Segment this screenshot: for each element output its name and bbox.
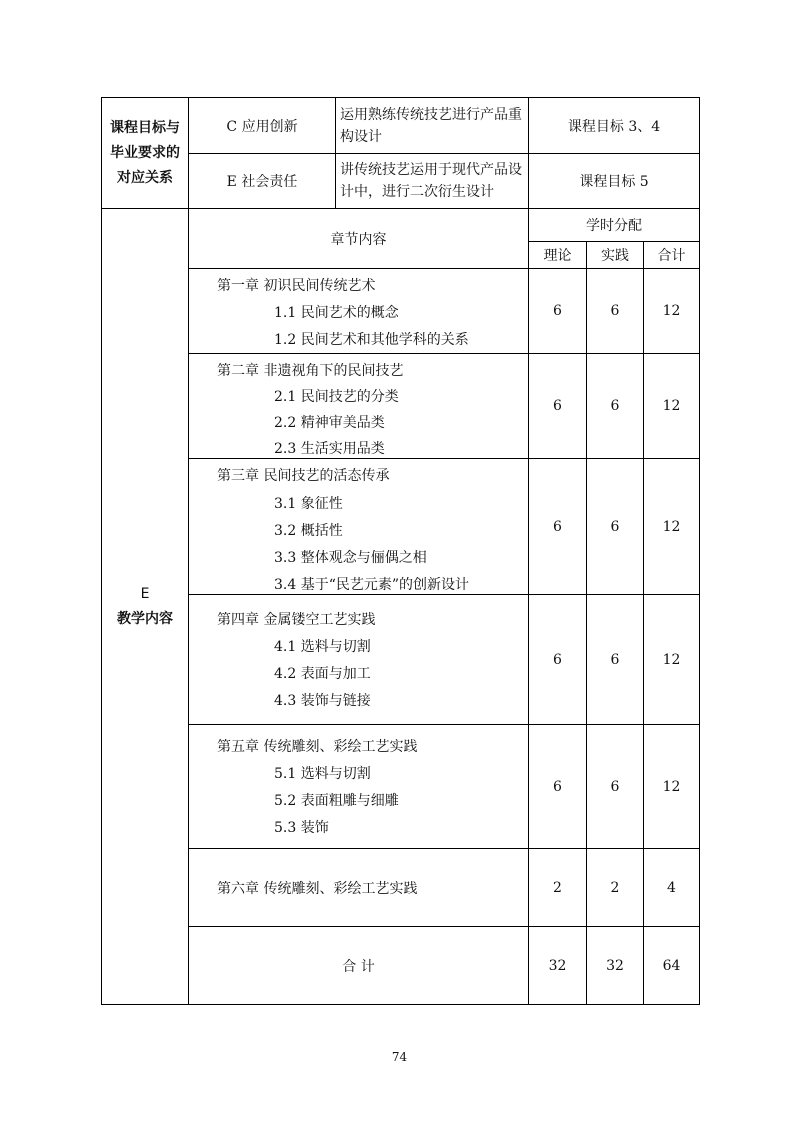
total-hours: 12 [644,269,700,354]
theory-header: 理论 [529,242,587,269]
total-hours: 4 [644,849,700,927]
section-item: 3.1 象征性 [274,496,343,512]
target-cell: 课程目标 5 [529,154,700,209]
chapter-cell [189,269,529,354]
sum-total: 64 [644,927,700,1005]
chapter-cell [189,725,529,849]
total-hours: 12 [644,459,700,595]
chapter-cell [189,849,529,927]
section-item: 1.1 民间艺术的概念 [274,305,399,321]
section-item: 1.2 民间艺术和其他学科的关系 [274,332,469,348]
practice-hours: 6 [587,459,644,595]
mapping-header-line: 对应关系 [117,169,173,186]
section-item: 3.3 整体观念与俪偶之相 [274,550,427,566]
sum-label: 合 计 [189,927,529,1005]
chapter-cell [189,354,529,459]
theory-hours: 6 [529,459,587,595]
theory-hours: 6 [529,595,587,725]
section-item: 3.4 基于“民艺元素”的创新设计 [274,577,470,593]
total-header: 合计 [644,242,700,269]
chapter-title: 第二章 非遗视角下的民间技艺 [217,363,404,379]
table-row [102,459,700,595]
requirement-cell: C 应用创新 [189,98,336,154]
table-row [102,849,700,927]
section-item: 4.2 表面与加工 [274,666,371,682]
mapping-header [102,98,189,209]
chapter-title: 第三章 民间技艺的活态传承 [217,468,390,484]
practice-hours: 6 [587,725,644,849]
curriculum-table [101,97,700,1005]
side-label: 教学内容 [117,610,173,627]
target-cell: 课程目标 3、4 [529,98,700,154]
table-row [102,269,700,354]
chapter-title: 第五章 传统雕刻、彩绘工艺实践 [217,739,418,755]
page-number: 74 [391,1050,408,1064]
practice-hours: 6 [587,354,644,459]
practice-hours: 2 [587,849,644,927]
mapping-header-line: 课程目标与 [110,119,180,136]
requirement-cell: E 社会责任 [189,154,336,209]
section-item: 5.1 选料与切割 [274,766,371,782]
practice-hours: 6 [587,269,644,354]
section-item: 2.2 精神审美品类 [274,415,385,431]
practice-hours: 6 [587,595,644,725]
table-row [102,595,700,725]
chapter-title: 第六章 传统雕刻、彩绘工艺实践 [217,881,418,897]
chapter-column-header: 章节内容 [189,209,529,269]
theory-hours: 6 [529,725,587,849]
section-item: 5.2 表面粗雕与细雕 [274,793,399,809]
side-letter: E [140,585,150,602]
total-hours: 12 [644,595,700,725]
practice-header: 实践 [587,242,644,269]
section-item: 2.1 民间技艺的分类 [274,389,399,405]
sum-theory: 32 [529,927,587,1005]
sum-practice: 32 [587,927,644,1005]
total-hours: 12 [644,354,700,459]
section-item: 4.1 选料与切割 [274,639,371,655]
mapping-header-line: 毕业要求的 [110,144,180,161]
theory-hours: 6 [529,269,587,354]
table-row [102,725,700,849]
theory-hours: 6 [529,354,587,459]
theory-hours: 2 [529,849,587,927]
chapter-title: 第四章 金属镂空工艺实践 [217,612,376,628]
section-item: 3.2 概括性 [274,523,343,539]
section-item: 5.3 装饰 [274,820,329,836]
description-cell: 讲传统技艺运用于现代产品设计中，进行二次衍生设计 [336,154,529,209]
content-side-label [102,209,189,1005]
table-row [102,354,700,459]
section-item: 4.3 装饰与链接 [274,693,371,709]
section-item: 2.3 生活实用品类 [274,441,385,457]
hours-header: 学时分配 [529,209,700,242]
chapter-cell [189,459,529,595]
description-cell: 运用熟练传统技艺进行产品重构设计 [336,98,529,154]
chapter-title: 第一章 初识民间传统艺术 [217,278,376,294]
table-row [102,927,700,1005]
total-hours: 12 [644,725,700,849]
chapter-cell [189,595,529,725]
